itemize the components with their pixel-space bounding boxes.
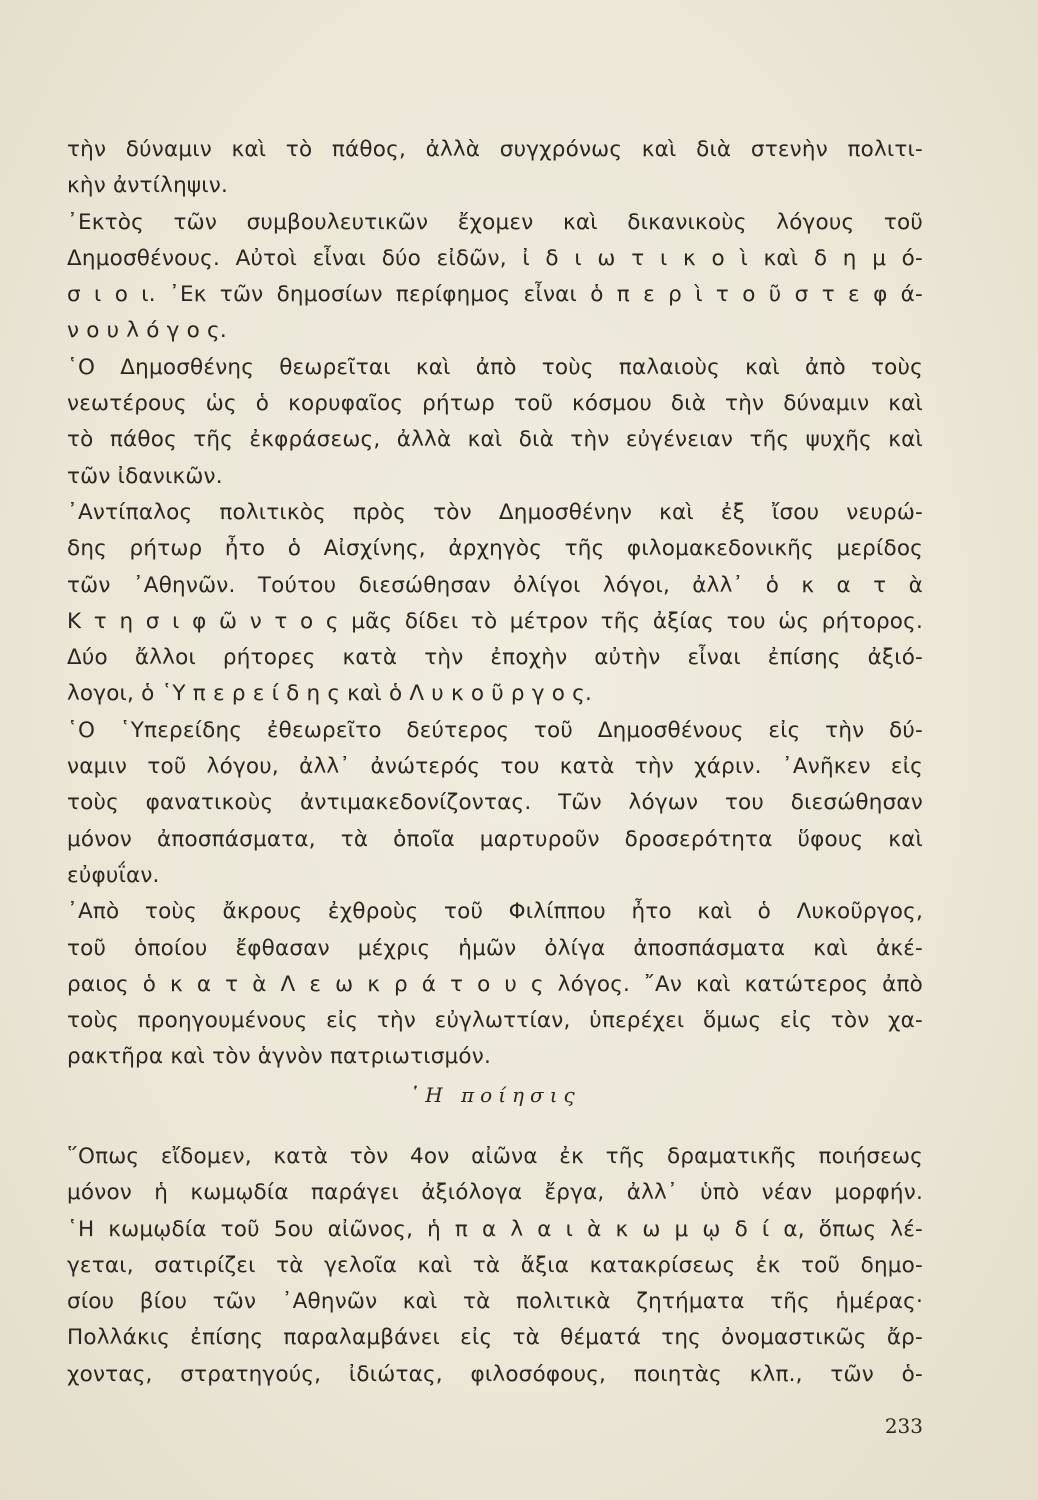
text-line: τοὺς φανατικοὺς ἀντιμακεδονίζοντας. Τῶν λόγων του διεσώθησαν	[67, 790, 923, 816]
text-line: τῶν ᾿Αθηνῶν. Τούτου διεσώθησαν ὀλίγοι λόγοι, ἀλλ᾿ ὁ κ α τ ὰ	[67, 572, 923, 598]
page-number: 233	[884, 1414, 923, 1438]
text-line: ῞Οπως εἴδομεν, κατὰ τὸν 4ον αἰῶνα ἐκ τῆς δραματικῆς ποιήσεως	[67, 1144, 923, 1169]
text-line: τὸ πάθος τῆς ἐκφράσεως, ἀλλὰ καὶ διὰ τὴν εὐγένειαν τῆς ψυχῆς καὶ	[67, 427, 923, 453]
text-line: ᾿Απὸ τοὺς ἄκρους ἐχθροὺς τοῦ Φιλίππου ἦτο καὶ ὁ Λυκοῦργος,	[67, 899, 923, 925]
text-line: ν ο υ λ ό γ ο ς.	[67, 318, 227, 344]
body-text	[67, 132, 923, 1076]
text-line: ραιος ὁ κ α τ ὰ Λ ε ω κ ρ ά τ ο υ ς λόγος. ῎Αν καὶ κατώτερος ἀπὸ	[67, 971, 923, 997]
section-text	[67, 1139, 923, 1393]
text-line: σ ι ο ι. ᾿Εκ τῶν δημοσίων περίφημος εἶναι ὁ π ε ρ ὶ τ ο ῦ σ τ ε φ ά-	[67, 282, 923, 308]
text-line: ναμιν τοῦ λόγου, ἀλλ᾿ ἀνώτερός του κατὰ τὴν χάριν. ᾿Ανῆκεν εἰς	[67, 754, 923, 780]
text-line: ᾿Εκτὸς τῶν συμβουλευτικῶν ἔχομεν καὶ δικανικοὺς λόγους τοῦ	[67, 209, 923, 235]
text-line: Δημοσθένους. Αὐτοὶ εἶναι δύο εἰδῶν, ἰ δ ι ω τ ι κ ο ὶ καὶ δ η μ ό-	[67, 245, 923, 271]
text-line: ρακτῆρα καὶ τὸν ἁγνὸν πατριωτισμόν.	[67, 1044, 492, 1070]
text-line: δης ρήτωρ ἦτο ὁ Αἰσχίνης, ἀρχηγὸς τῆς φιλομακεδονικῆς μερίδος	[67, 536, 923, 562]
text-line: Δύο ἄλλοι ρήτορες κατὰ τὴν ἐποχὴν αὐτὴν εἶναι ἐπίσης ἀξιό-	[67, 645, 923, 671]
text-line: γεται, σατιρίζει τὰ γελοῖα καὶ τὰ ἄξια κατακρίσεως ἐκ τοῦ δημο-	[67, 1252, 923, 1278]
text-line: λογοι, ὁ ῾Υ π ε ρ ε ί δ η ς καὶ ὁ Λ υ κ ο ῦ ρ γ ο ς.	[67, 681, 592, 707]
section-heading: ῾Η ποίησις	[409, 1083, 581, 1107]
text-line: μόνον ἡ κωμῳδία παράγει ἀξιόλογα ἔργα, ἀλλ᾿ ὑπὸ νέαν μορφήν.	[67, 1180, 923, 1206]
text-line: τοῦ ὁποίου ἔφθασαν μέχρις ἡμῶν ὀλίγα ἀποσπάσματα καὶ ἀκέ-	[67, 935, 923, 961]
text-line: μόνον ἀποσπάσματα, τὰ ὁποῖα μαρτυροῦν δροσερότητα ὕφους καὶ	[67, 826, 923, 852]
text-line: χοντας, στρατηγούς, ἰδιώτας, φιλοσόφους, ποιητὰς κλπ., τῶν ὁ-	[67, 1361, 923, 1387]
text-line: εὐφυΐαν.	[67, 862, 160, 888]
text-line: ῾Ο ῾Υπερείδης ἐθεωρεῖτο δεύτερος τοῦ Δημοσθένους εἰς τὴν δύ-	[67, 717, 923, 743]
text-line: Κ τ η σ ι φ ῶ ν τ ο ς μᾶς δίδει τὸ μέτρον τῆς ἀξίας του ὡς ρήτορος.	[67, 608, 923, 634]
text-line: τῶν ἰδανικῶν.	[67, 463, 223, 489]
text-line: σίου βίου τῶν ᾿Αθηνῶν καὶ τὰ πολιτικὰ ζητήματα τῆς ἡμέρας·	[67, 1289, 923, 1315]
text-line: Πολλάκις ἐπίσης παραλαμβάνει εἰς τὰ θέματά της ὀνομαστικῶς ἄρ-	[67, 1325, 923, 1351]
text-line: ῾Ο Δημοσθένης θεωρεῖται καὶ ἀπὸ τοὺς παλαιοὺς καὶ ἀπὸ τοὺς	[67, 354, 923, 380]
text-line: κὴν ἀντίληψιν.	[67, 173, 228, 199]
text-line: ῾Η κωμῳδία τοῦ 5ου αἰῶνος, ἡ π α λ α ι ὰ κ ω μ ῳ δ ί α, ὅπως λέ-	[67, 1216, 923, 1242]
section-heading-wrap	[67, 1080, 923, 1110]
text-line: τοὺς προηγουμένους εἰς τὴν εὐγλωττίαν, ὑπερέχει ὅμως εἰς τὸν χα-	[67, 1008, 923, 1034]
text-line: νεωτέρους ὡς ὁ κορυφαῖος ρήτωρ τοῦ κόσμου διὰ τὴν δύναμιν καὶ	[67, 391, 923, 417]
text-line: ᾿Αντίπαλος πολιτικὸς πρὸς τὸν Δημοσθένην καὶ ἐξ ἴσου νευρώ-	[67, 499, 923, 525]
text-line: τὴν δύναμιν καὶ τὸ πάθος, ἀλλὰ συγχρόνως καὶ διὰ στενὴν πολιτι-	[67, 137, 923, 162]
